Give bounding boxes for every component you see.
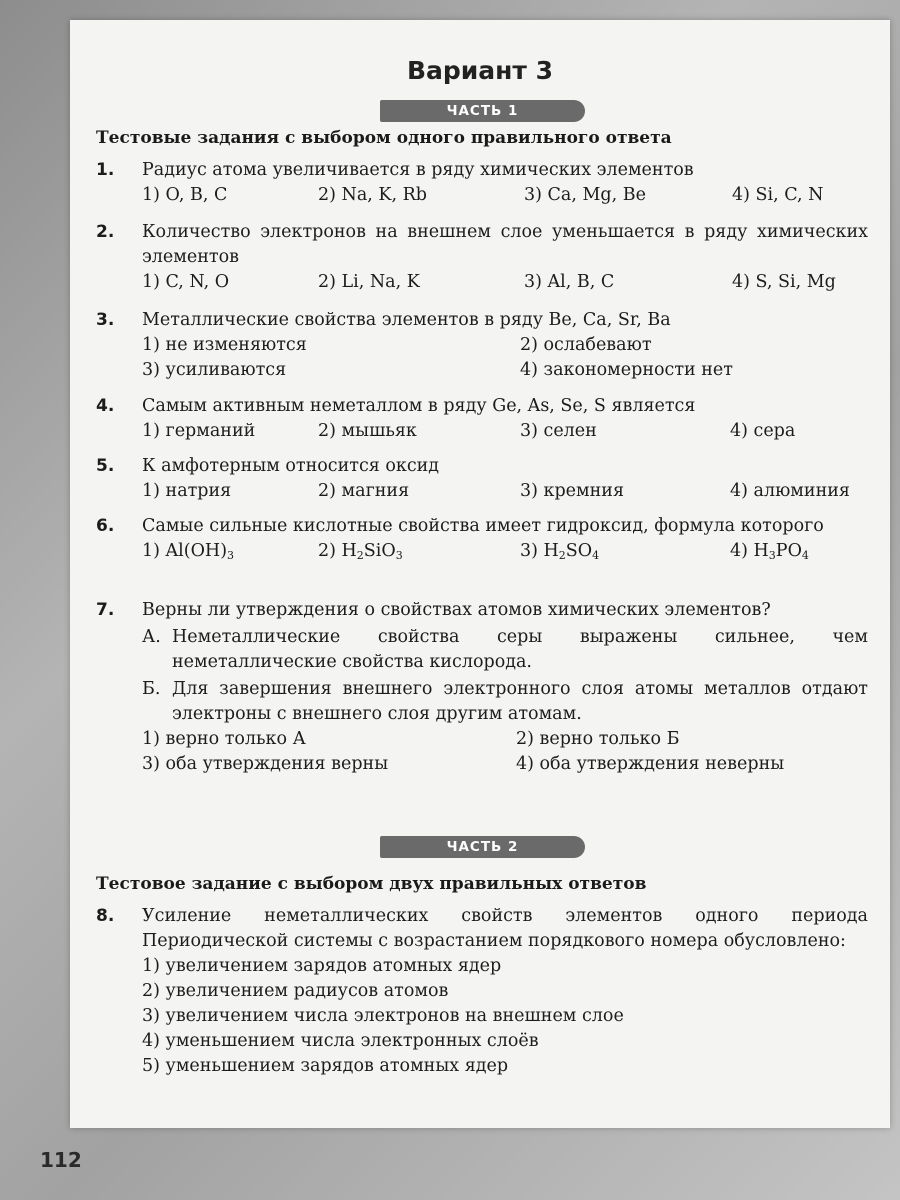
option-1: 1) германий [142, 421, 256, 441]
option-3: 3) увеличением числа электронов на внешнем слое [142, 1006, 624, 1026]
question-number: 1. [96, 160, 115, 180]
option-2: 2) мышьяк [318, 421, 417, 441]
option-4: 4) Si, C, N [732, 185, 824, 205]
question-text: Металлические свойства элементов в ряду Be, Ca, Sr, Ba [142, 310, 671, 330]
question-number: 3. [96, 310, 115, 330]
part-2-heading: Тестовое задание с выбором двух правильных ответов [96, 874, 647, 894]
answer-options [142, 539, 868, 564]
statement-letter: Б. [142, 679, 161, 699]
question-number: 2. [96, 222, 115, 242]
question-2 [96, 220, 868, 295]
option-3: 3) селен [520, 421, 597, 441]
option-1: 1) O, B, C [142, 185, 228, 205]
answer-options [142, 752, 868, 777]
question-text: Усиление неметаллических свойств элементов одного периода Периодической системы с возрастанием порядкового номера обусловлено: [142, 906, 868, 951]
answer-options [142, 333, 868, 358]
question-3 [96, 308, 868, 383]
option-1: 1) не изменяются [142, 335, 307, 355]
option-2: 2) Na, K, Rb [318, 185, 427, 205]
statement-text: Неметаллические свойства серы выражены сильнее, чем неметаллические свойства кислорода. [172, 627, 868, 672]
option-2: 2) верно только Б [516, 729, 680, 749]
question-number: 5. [96, 456, 115, 476]
statement-b [142, 677, 868, 727]
question-text: Самые сильные кислотные свойства имеет гидроксид, формула которого [142, 516, 824, 536]
option-3: 3) усиливаются [142, 360, 287, 380]
part-2-banner: ЧАСТЬ 2 [380, 836, 585, 858]
option-2: 2) увеличением радиусов атомов [142, 981, 449, 1001]
option-3: 3) $H_2SO_4$ [520, 541, 600, 562]
part-1-banner: ЧАСТЬ 1 [380, 100, 585, 122]
option-2: 2) Li, Na, K [318, 272, 420, 292]
option-4: 4) сера [730, 421, 796, 441]
question-number: 7. [96, 600, 115, 620]
question-text: Самым активным неметаллом в ряду Ge, As, Se, S является [142, 396, 696, 416]
option-4: 4) $H_3PO_4$ [730, 541, 809, 562]
answer-options [142, 727, 868, 752]
question-8 [96, 904, 868, 1079]
option-3: 3) Ca, Mg, Be [524, 185, 646, 205]
option-2: 2) ослабевают [520, 335, 652, 355]
option-1: 1) увеличением зарядов атомных ядер [142, 956, 502, 976]
statement-letter: А. [142, 627, 161, 647]
question-4 [96, 394, 868, 444]
option-4: 4) закономерности нет [520, 360, 733, 380]
question-text: Количество электронов на внешнем слое уменьшается в ряду химических элементов [142, 222, 868, 267]
page-number: 112 [40, 1148, 82, 1172]
question-7 [96, 598, 868, 777]
option-4: 4) алюминия [730, 481, 850, 501]
textbook-page [70, 20, 890, 1128]
option-3: 3) Al, B, C [524, 272, 615, 292]
option-1: 1) верно только А [142, 729, 306, 749]
option-1: 1) натрия [142, 481, 232, 501]
question-6 [96, 514, 868, 564]
question-number: 8. [96, 906, 115, 926]
question-text: Верны ли утверждения о свойствах атомов химических элементов? [142, 600, 771, 620]
answer-options [142, 479, 868, 504]
option-4: 4) S, Si, Mg [732, 272, 836, 292]
option-4: 4) оба утверждения неверны [516, 754, 785, 774]
page-title: Вариант 3 [406, 56, 554, 85]
option-2: 2) магния [318, 481, 410, 501]
option-5: 5) уменьшением зарядов атомных ядер [142, 1056, 509, 1076]
question-5 [96, 454, 868, 504]
question-text: Радиус атома увеличивается в ряду химических элементов [142, 160, 694, 180]
part-1-heading: Тестовые задания с выбором одного правильного ответа [96, 128, 672, 148]
answer-options [142, 419, 868, 444]
option-3: 3) кремния [520, 481, 625, 501]
statement-a [142, 625, 868, 675]
statement-text: Для завершения внешнего электронного слоя атомы металлов отдают электроны с внешнего слоя другим атомам. [172, 679, 868, 724]
question-number: 4. [96, 396, 115, 416]
option-1: 1) C, N, O [142, 272, 230, 292]
answer-options [142, 270, 868, 295]
question-number: 6. [96, 516, 115, 536]
option-4: 4) уменьшением числа электронных слоёв [142, 1031, 539, 1051]
question-text: К амфотерным относится оксид [142, 456, 440, 476]
question-1 [96, 158, 868, 208]
answer-options [142, 183, 868, 208]
option-1: 1) $Al(OH)_3$ [142, 541, 235, 562]
answer-options [142, 358, 868, 383]
option-2: 2) $H_2SiO_3$ [318, 541, 403, 562]
option-3: 3) оба утверждения верны [142, 754, 389, 774]
